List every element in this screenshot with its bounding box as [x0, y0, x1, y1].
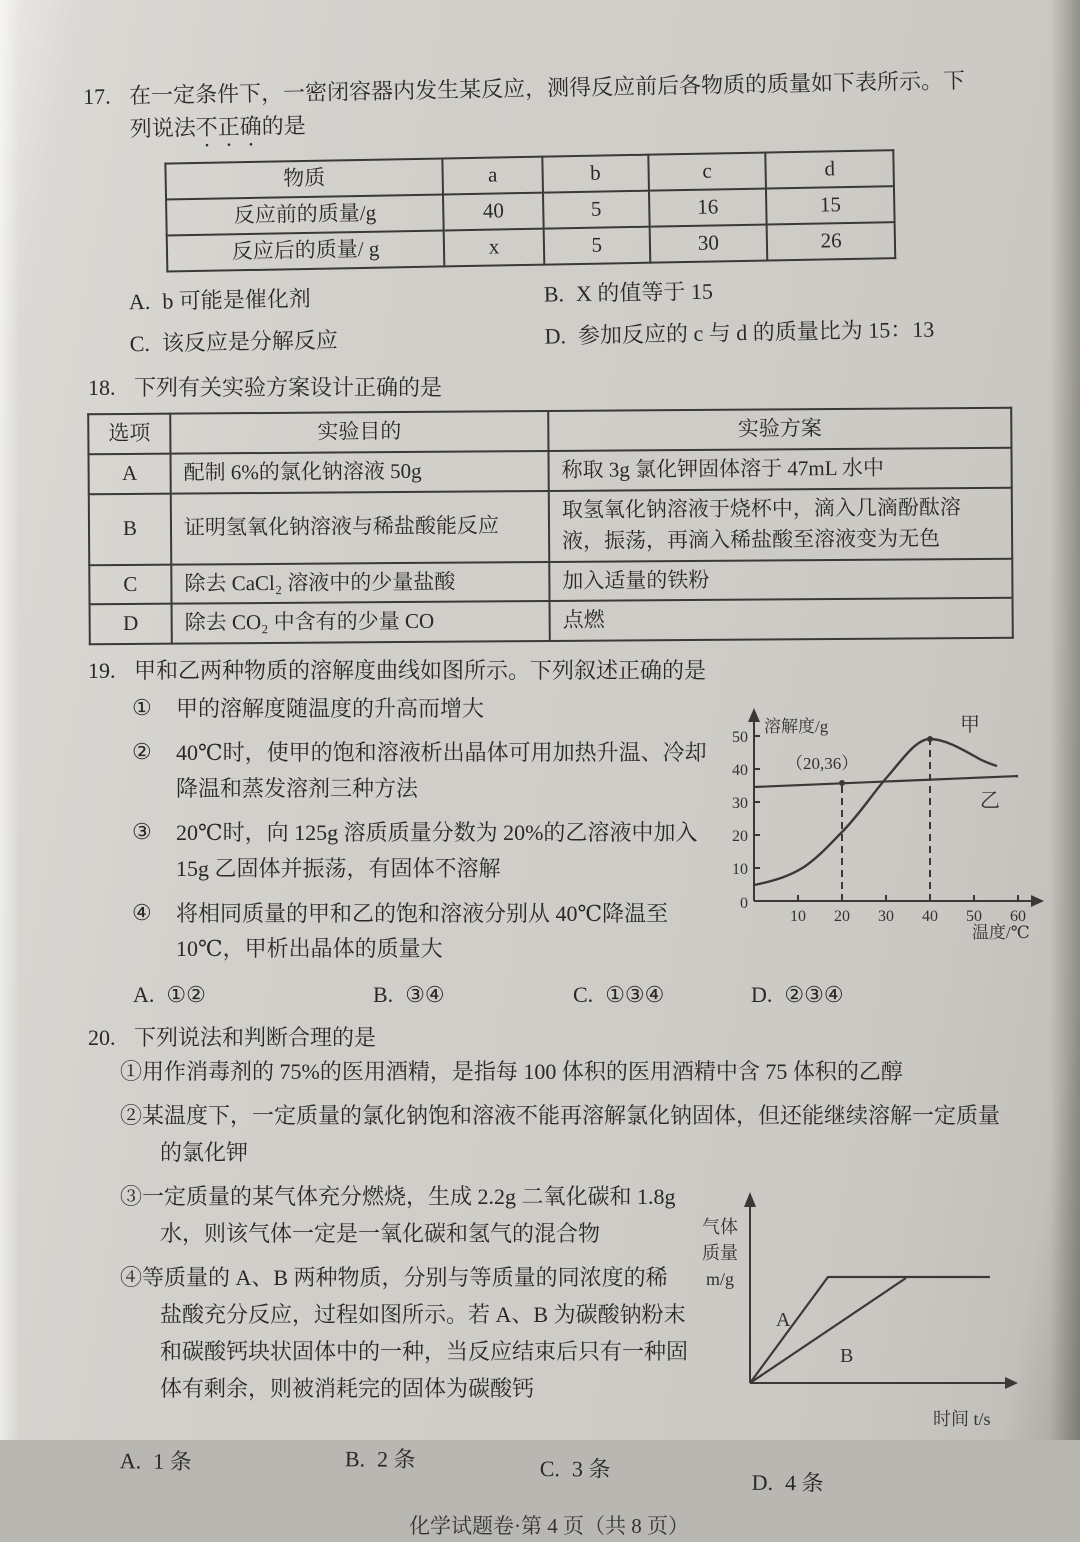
q19-option-c: C. ①③④ [573, 981, 665, 1007]
q17-th-substance: 物质 [165, 158, 443, 199]
q19-statement-4: ④ 将相同质量的甲和乙的饱和溶液分别从 40℃降温至 10℃，甲析出晶体的质量大 [132, 899, 669, 962]
xtick-20: 20 [834, 907, 850, 925]
table-row [89, 487, 1012, 564]
question-20 [88, 1021, 1010, 1496]
x-axis-arrow-icon [1031, 895, 1044, 907]
q20-option-b: B. 2 条 [344, 1445, 416, 1472]
y-axis-title-line1: 气体 [702, 1216, 738, 1237]
q18-number: 18. [88, 375, 116, 400]
q20-stem-text: 下列说法和判断合理的是 [134, 1024, 377, 1050]
q18-row-c-plan: 加入适量的铁粉 [549, 558, 1012, 601]
q18-th-option: 选项 [88, 414, 170, 455]
q17-before-c: 16 [649, 189, 767, 227]
y-axis-arrow-icon [748, 708, 760, 722]
x-axis-title: 时间 t/s [933, 1408, 991, 1429]
solubility-chart [710, 705, 1060, 945]
q17-th-a: a [443, 157, 543, 195]
q17-th-d: d [766, 150, 894, 188]
q20-option-a: A. 1 条 [119, 1448, 192, 1474]
q18-row-c-option: C [89, 564, 171, 604]
q17-stem [83, 63, 1006, 154]
q18-row-b-plan: 取氢氧化钠溶液于烧杯中，滴入几滴酚酞溶液，振荡，再滴入稀盐酸至溶液变为无色 [549, 487, 1012, 561]
q17-option-b: B. X 的值等于 15 [543, 278, 714, 307]
q17-before-d: 15 [766, 186, 894, 224]
q18-th-purpose: 实验目的 [170, 411, 548, 454]
q17-number: 17. [82, 83, 111, 110]
table-row [89, 558, 1012, 604]
question-18 [88, 371, 1010, 642]
q17-stem-line2-post: 的是 [261, 112, 306, 139]
q20-number: 20. [88, 1024, 116, 1050]
q19-option-d: D. ②③④ [751, 981, 844, 1007]
q17-th-b: b [542, 155, 648, 193]
q17-stem-line2-pre: 列说法 [129, 114, 196, 142]
series-label-a: A [776, 1308, 791, 1331]
xtick-30: 30 [878, 907, 894, 925]
table-row [90, 598, 1013, 644]
annotation-20-36: （20,36） [786, 753, 859, 773]
ytick-20: 20 [732, 827, 748, 845]
q19-statement-1: ① 甲的溶解度随温度的升高而增大 [132, 694, 485, 721]
table-row [88, 448, 1011, 494]
q17-option-a: A. b 可能是催化剂 [128, 285, 312, 315]
q17-after-d: 26 [767, 222, 895, 260]
q19-options [88, 978, 1010, 1011]
xtick-40: 40 [922, 907, 938, 925]
q17-options [87, 269, 1010, 361]
y-axis-arrow-icon [744, 1192, 756, 1207]
ytick-40: 40 [732, 761, 748, 779]
q18-row-d-option: D [90, 604, 172, 644]
table-row [88, 408, 1011, 454]
q18-th-plan: 实验方案 [548, 408, 1011, 451]
q19-statement-2: ② 40℃时，使甲的饱和溶液析出晶体可用加热升温、冷却降温和蒸发溶剂三种方法 [132, 739, 707, 801]
q19-statement-3: ③ 20℃时，向 125g 溶质质量分数为 20%的乙溶液中加入 15g 乙固体并振荡，有固体不溶解 [132, 819, 698, 881]
q17-option-d: D. 参加反应的 c 与 d 的质量比为 15：13 [544, 316, 935, 349]
ytick-50: 50 [732, 728, 748, 746]
q20-statements-left [88, 1179, 688, 1444]
q17-after-c: 30 [649, 225, 767, 263]
ytick-30: 30 [732, 794, 748, 812]
q20-statement-4: ④等质量的 A、B 两种物质，分别与等质量的同浓度的稀盐酸充分反应，过程如图所示。若 A、B 为碳酸钠粉末和碳酸钙块状固体中的一种，当反应结束后只有一种固体有剩余，则被消耗完的固体为碳酸钙 [120, 1264, 689, 1401]
q17-option-c: C. 该反应是分解反应 [129, 327, 339, 357]
q17-after-label: 反应后的质量/ g [167, 230, 445, 271]
xtick-10: 10 [790, 907, 806, 925]
q17-after-b: 5 [544, 227, 650, 265]
q20-stem [88, 1021, 1010, 1054]
q20-option-d: D. 4 条 [751, 1469, 824, 1496]
q18-stem-text: 下列有关实验方案设计正确的是 [134, 375, 443, 400]
q18-stem [88, 371, 1010, 404]
q17-stem-emphasis: 不正确 [195, 113, 262, 140]
y-axis-title-line2: 质量 [702, 1242, 738, 1263]
q17-before-b: 5 [543, 191, 649, 229]
q17-th-c: c [648, 153, 766, 191]
q18-row-b-purpose: 证明氢氧化钠溶液与稀盐酸能反应 [171, 491, 549, 565]
curve-b [750, 1278, 906, 1383]
ytick-10: 10 [732, 860, 748, 878]
y-axis-title: 溶解度/g [764, 716, 829, 736]
series-label-b: B [840, 1344, 854, 1367]
q20-statement-2: ②某温度下，一定质量的氯化钠饱和溶液不能再溶解氯化钠固体，但还能继续溶解一定质量的氯化钾 [120, 1102, 1001, 1165]
series-label-jia: 甲 [960, 713, 980, 736]
question-17 [83, 63, 1010, 361]
q17-before-label: 反应前的质量/g [166, 194, 444, 235]
gas-mass-chart-container [688, 1179, 1028, 1444]
q20-statement-3: ③一定质量的某气体充分燃烧，生成 2.2g 二氧化碳和 1.8g 水，则该气体一定是一氧化碳和氢气的混合物 [120, 1183, 676, 1246]
q18-row-d-plan: 点燃 [550, 598, 1013, 641]
q18-row-c-purpose: 除去 CaCl₂ 溶液中的少量盐酸 [171, 562, 549, 604]
q19-option-a: A. ①② [133, 981, 206, 1007]
gas-mass-chart [688, 1185, 1028, 1435]
q20-option-c: C. 3 条 [539, 1455, 611, 1482]
q19-number: 19. [88, 657, 116, 683]
q18-row-d-purpose: 除去 CO₂ 中含有的少量 CO [172, 601, 550, 643]
q19-stem [88, 654, 1010, 687]
q17-before-a: 40 [443, 193, 543, 231]
q17-mass-table [164, 149, 896, 272]
q17-after-a: x [444, 229, 544, 267]
x-axis-title: 温度/℃ [972, 922, 1030, 942]
q18-row-a-option: A [88, 454, 170, 494]
x-axis-arrow-icon [1005, 1377, 1018, 1389]
question-19 [88, 654, 1030, 1011]
q20-options [88, 1444, 1010, 1496]
q20-statement-1: ①用作消毒剂的 75%的医用酒精，是指每 100 体积的医用酒精中含 75 体积的乙醇 [120, 1058, 903, 1084]
q18-row-a-plan: 称取 3g 氯化钾固体溶于 47mL 水中 [548, 448, 1011, 491]
series-label-yi: 乙 [980, 789, 1000, 812]
origin-label: 0 [740, 894, 748, 912]
q17-stem-line1: 在一定条件下，一密闭容器内发生某反应，测得反应前后各物质的质量如下表所示。下 [128, 67, 966, 109]
y-axis-title-line3: m/g [706, 1268, 735, 1289]
q18-plan-table [87, 407, 1014, 645]
q18-row-b-option: B [89, 493, 171, 565]
q19-statements [88, 691, 710, 976]
q19-option-b: B. ③④ [373, 981, 445, 1007]
q18-row-a-purpose: 配制 6%的氯化钠溶液 50g [170, 451, 548, 493]
solubility-chart-container [710, 691, 1060, 976]
xtick-60: 60 [1010, 907, 1026, 925]
xtick-50: 50 [966, 907, 982, 925]
q19-stem-text: 甲和乙两种物质的溶解度曲线如图所示。下列叙述正确的是 [134, 657, 707, 683]
page-footer: 化学试题卷·第 4 页（共 8 页） [409, 1513, 689, 1538]
